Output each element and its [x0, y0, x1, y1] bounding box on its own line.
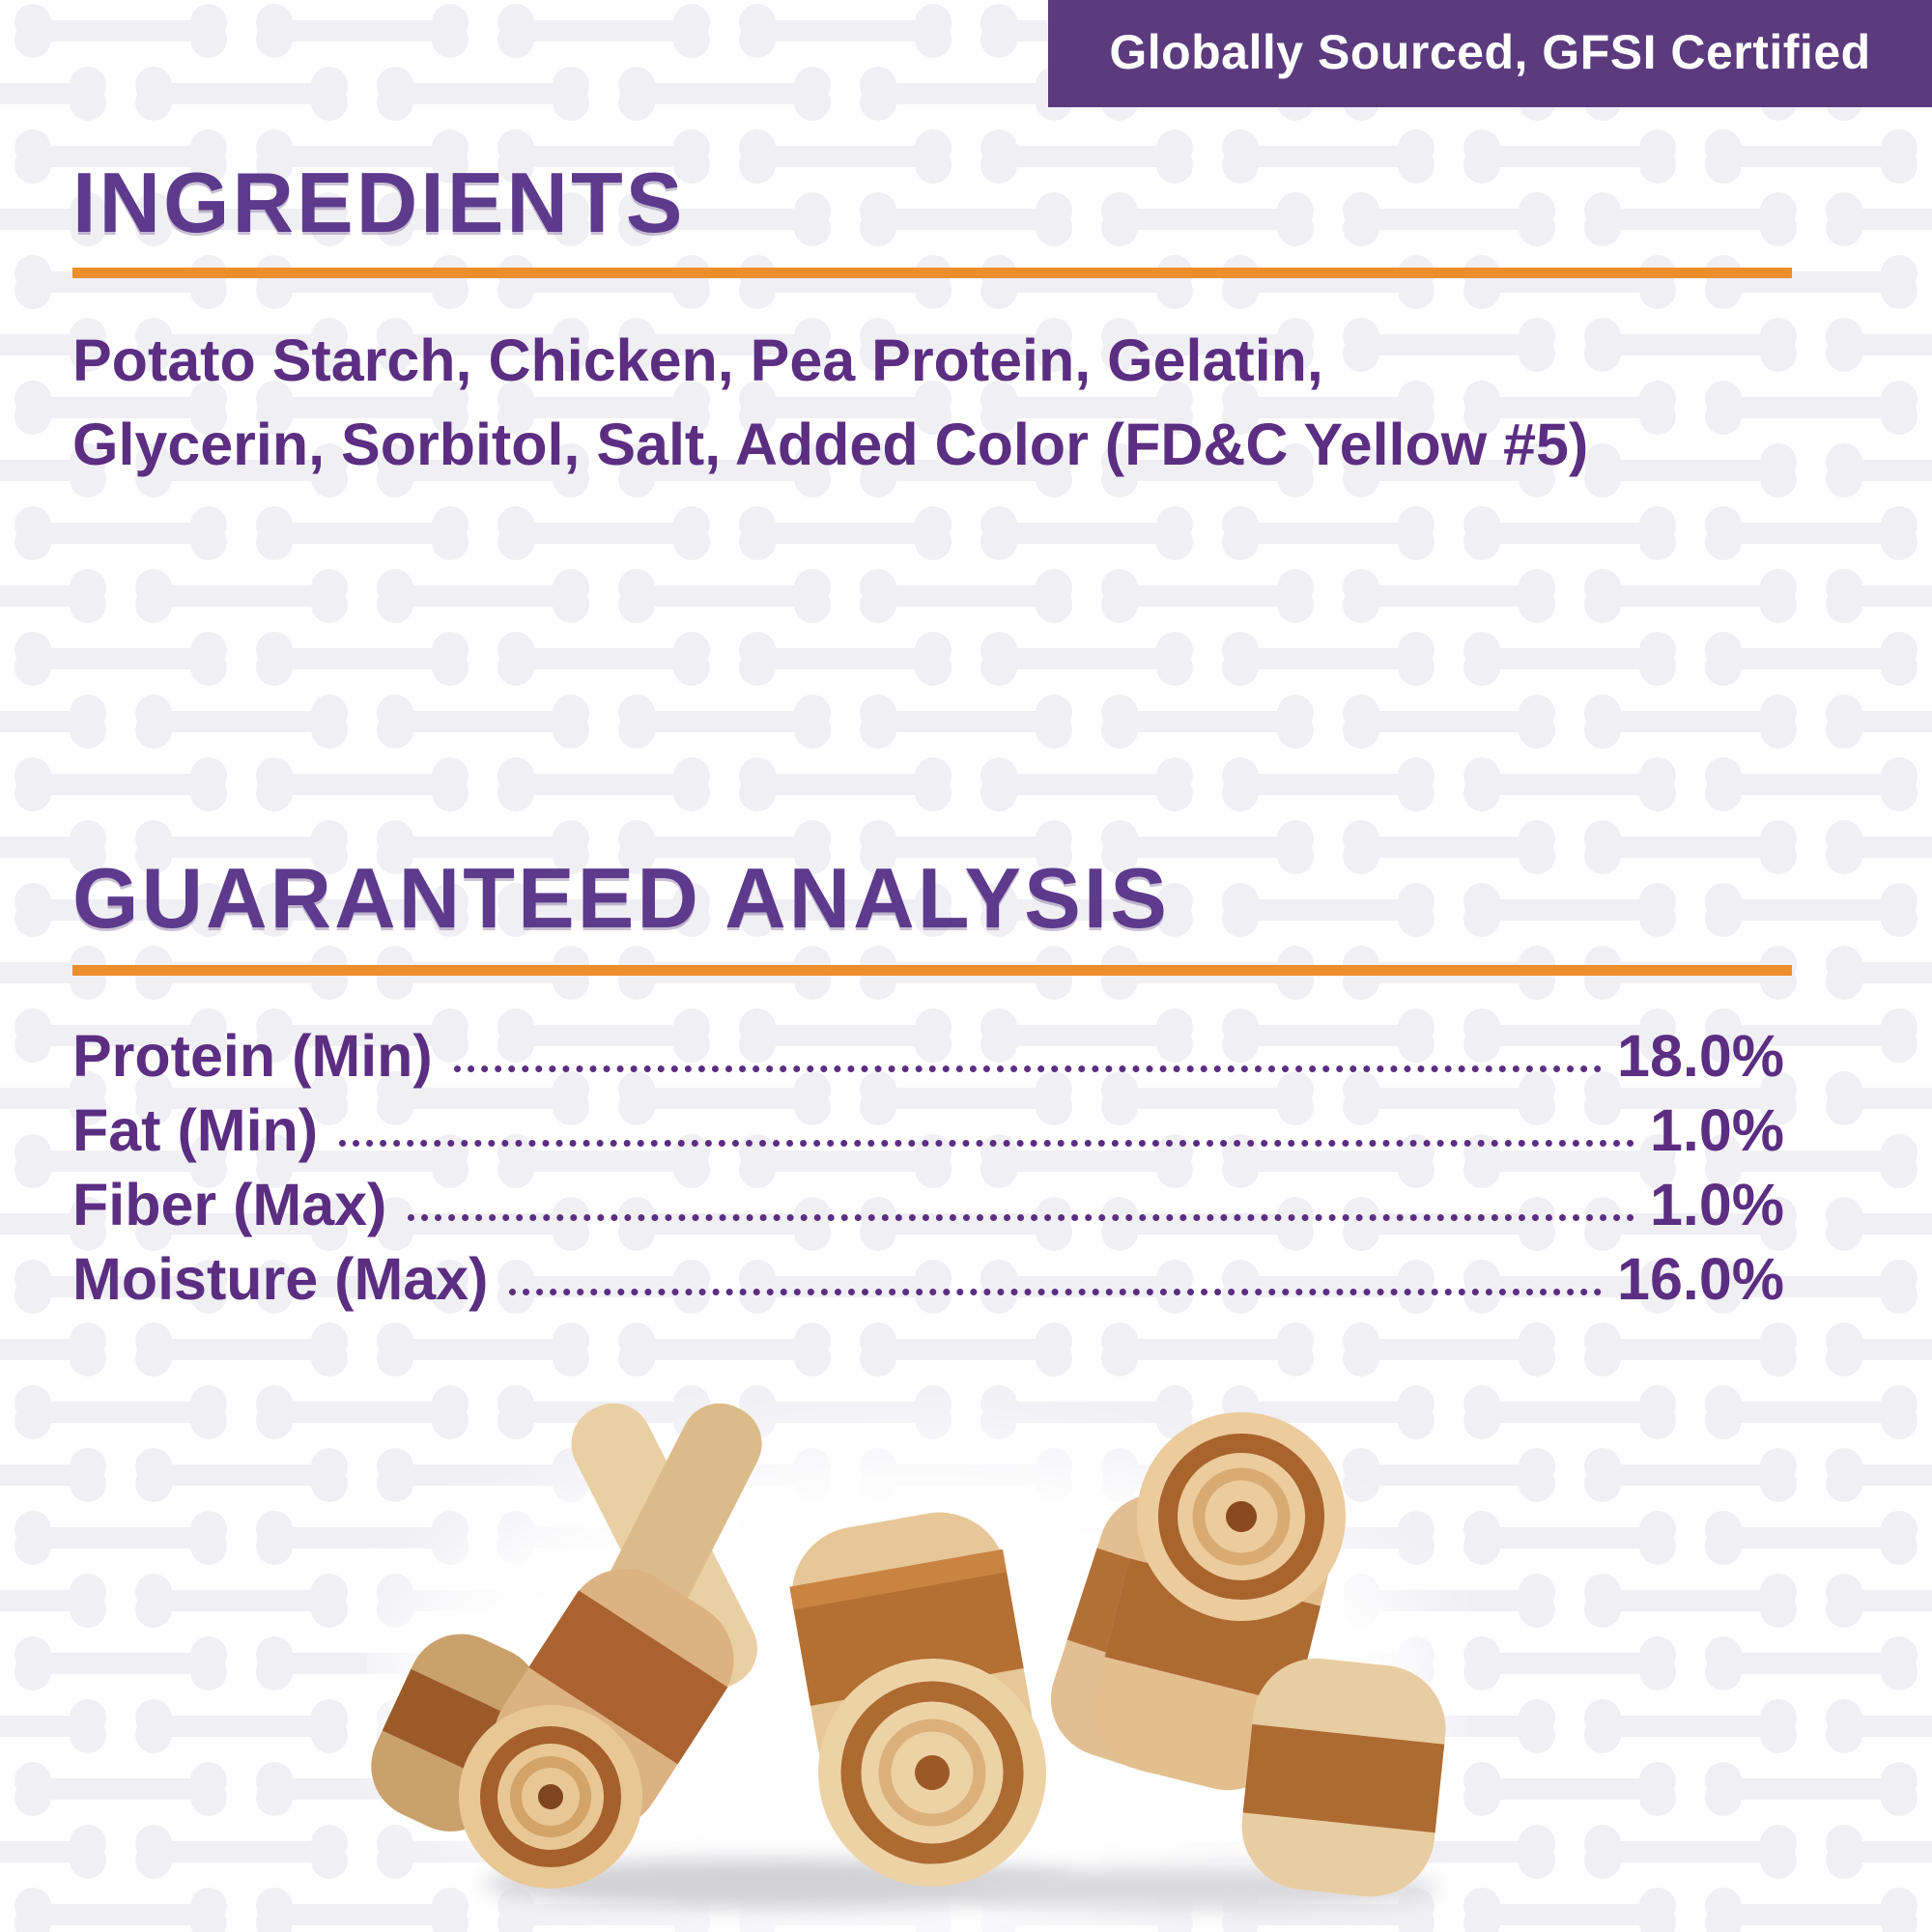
analysis-value: 18.0% [1617, 1022, 1784, 1089]
analysis-value: 16.0% [1617, 1245, 1784, 1312]
analysis-label: Fat (Min) [72, 1096, 319, 1163]
ingredients-line: Potato Starch, Chicken, Pea Protein, Gelatin, [72, 327, 1323, 393]
dotted-leader [408, 1214, 1634, 1221]
ingredients-heading: INGREDIENTS [72, 155, 686, 250]
dotted-leader [339, 1140, 1634, 1147]
dotted-leader [454, 1065, 1602, 1072]
certification-banner [1048, 0, 1932, 107]
analysis-value: 1.0% [1649, 1096, 1784, 1163]
analysis-label: Moisture (Max) [72, 1245, 489, 1312]
certification-banner-label: Globally Sourced, GFSI Certified [1109, 24, 1871, 79]
analysis-row [72, 1087, 1784, 1161]
ingredients-line: Glycerin, Sorbitol, Salt, Added Color (FD&C Yellow #5) [72, 412, 1589, 477]
section-divider [72, 268, 1792, 278]
section-divider [72, 965, 1792, 976]
analysis-label: Fiber (Max) [72, 1171, 387, 1237]
analysis-label: Protein (Min) [72, 1022, 433, 1089]
treats-photo [367, 1381, 1468, 1932]
guaranteed-analysis-table [72, 1012, 1784, 1310]
analysis-row [72, 1236, 1784, 1310]
dotted-leader [509, 1289, 1602, 1295]
analysis-row [72, 1161, 1784, 1236]
analysis-value: 1.0% [1649, 1171, 1784, 1237]
ingredients-text [72, 319, 1588, 487]
analysis-row [72, 1012, 1784, 1087]
guaranteed-analysis-heading: GUARANTEED ANALYSIS [72, 850, 1170, 946]
